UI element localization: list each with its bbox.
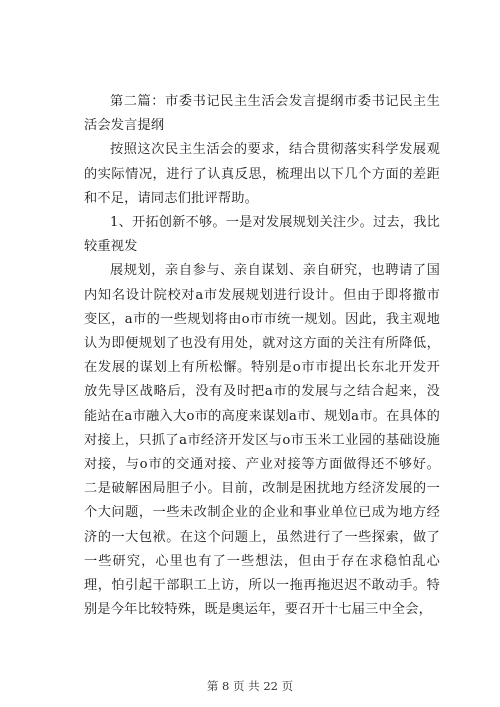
paragraph-section-heading: 1、开拓创新不够。一是对发展规划关注少。过去，我比较重视发 xyxy=(84,215,440,255)
document-title: 第二篇：市委书记民主生活会发言提纲市委书记民主生活会发言提纲 xyxy=(84,94,440,134)
document-body xyxy=(84,90,440,622)
page-footer: 第 8 页 共 22 页 xyxy=(206,679,294,693)
paragraph-intro: 按照这次民主生活会的要求，结合贯彻落实科学发展观的实际情况，进行了认真反思，梳理出以下几个方面的差距和不足，请同志们批评帮助。 xyxy=(84,142,440,206)
paragraph-body: 展规划，亲自参与、亲自谋划、亲自研究，也聘请了国内知名设计院校对a市发展规划进行设计。但由于即将撤市变区，a市的一些规划将由o市市统一规划。因此，我主观地认为即便规划了也没有用处，就对这方面的关注有所降低，在发展的谋划上有所松懈。特别是o市市提出长东北开发开放先导区战略后，没有及时把a市的发展与之结合起来，没能站在a市融入大o市的高度来谋划a市、规划a市。在具体的对接上，只抓了a市经济开发区与o市玉米工业园的基础设施对接，与o市的交通对接、产业对接等方面做得还不够好。二是破解困局胆子小。目前，改制是困扰地方经济发展的一个大问题，一些未改制企业的企业和事业单位已成为地方经济的一大包袱。在这个问题上，虽然进行了一些探索，做了一些研究，心里也有了一些想法，但由于存在求稳怕乱心理，怕引起干部职工上访，所以一拖再拖迟迟不敢动手。特别是今年比较特殊，既是奥运年，要召开十七届三中全会， xyxy=(84,263,440,618)
